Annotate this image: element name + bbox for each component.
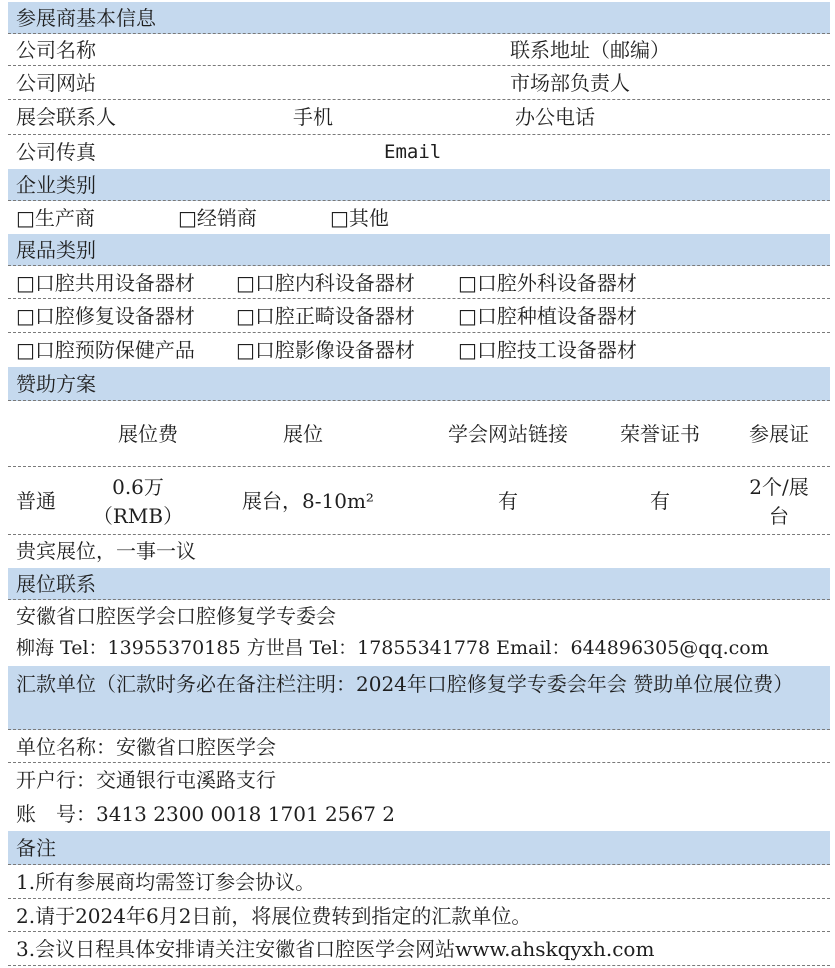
section-header-booth-contact [8, 568, 830, 600]
section-header-remarks [8, 831, 830, 865]
checkbox-distributor[interactable]: □经销商 [178, 206, 257, 230]
form-row-fax [8, 135, 830, 169]
section-header-basic-info [8, 2, 830, 34]
checkbox-product[interactable]: □口腔内科设备器材 [236, 271, 415, 295]
remark-item: 3.会议日程具体安排请关注安徽省口腔医学会网站www.ahskqyxh.com [16, 937, 655, 961]
checkbox-product[interactable]: □口腔外科设备器材 [458, 271, 637, 295]
mobile-label: 手机 [293, 105, 333, 129]
product-type-row [8, 299, 830, 333]
website-label: 公司网站 [16, 71, 96, 95]
sponsor-table-header [8, 401, 830, 467]
checkbox-product[interactable]: □口腔修复设备器材 [16, 304, 195, 328]
column-header-certificate: 荣誉证书 [620, 422, 700, 446]
website-link-value: 有 [498, 489, 518, 513]
booth-contact-block [8, 600, 830, 666]
section-title: 汇款单位（汇款时务必在备注栏注明：2024年口腔修复学专委会年会 赞助单位展位费） [16, 672, 794, 696]
checkbox-product[interactable]: □口腔影像设备器材 [236, 338, 415, 362]
marketing-head-label: 市场部负责人 [510, 71, 630, 95]
section-header-product-type [8, 234, 830, 266]
column-header-booth: 展位 [283, 422, 323, 446]
certificate-value: 有 [650, 489, 670, 513]
remark-row [8, 865, 830, 899]
fax-label: 公司传真 [16, 140, 96, 164]
column-header-fee: 展位费 [118, 422, 178, 446]
column-header-website-link: 学会网站链接 [448, 422, 568, 446]
company-name-label: 公司名称 [16, 38, 96, 62]
contact-org: 安徽省口腔医学会口腔修复学专委会 [16, 604, 336, 628]
company-type-row [8, 201, 830, 234]
remit-bank-block [8, 763, 830, 831]
section-title: 赞助方案 [16, 372, 96, 396]
address-label: 联系地址（邮编） [510, 38, 670, 62]
remit-row [8, 730, 830, 763]
fee-value: 0.6万 [112, 475, 164, 499]
form-row-company [8, 34, 830, 66]
account-number: 账 号：3413 2300 0018 1701 2567 2 [16, 802, 396, 826]
section-title: 企业类别 [16, 173, 96, 197]
badge-value: 2个/展 [749, 475, 809, 499]
column-header-badge: 参展证 [749, 422, 809, 446]
checkbox-product[interactable]: □口腔正畸设备器材 [236, 304, 415, 328]
remark-item: 1.所有参展商均需签订参会协议。 [16, 870, 316, 894]
badge-value-cont: 台 [769, 504, 789, 528]
section-header-company-type [8, 169, 830, 201]
section-title: 展品类别 [16, 238, 96, 262]
section-title: 备注 [16, 836, 56, 860]
fee-currency: （RMB） [92, 504, 184, 528]
office-phone-label: 办公电话 [515, 105, 595, 129]
checkbox-product[interactable]: □口腔技工设备器材 [458, 338, 637, 362]
section-header-sponsor [8, 367, 830, 401]
remark-item: 2.请于2024年6月2日前，将展位费转到指定的汇款单位。 [16, 904, 532, 928]
sponsor-level: 普通 [16, 489, 56, 513]
section-title: 展位联系 [16, 572, 96, 596]
vip-row [8, 535, 830, 568]
contact-details: 柳海 Tel：13955370185 方世昌 Tel：17855341778 Email：644896305@qq.com [16, 637, 769, 659]
form-row-website [8, 66, 830, 100]
product-type-row [8, 333, 830, 367]
email-label: Email [384, 141, 442, 163]
checkbox-product[interactable]: □口腔共用设备器材 [16, 271, 195, 295]
remark-row [8, 899, 830, 932]
checkbox-other[interactable]: □其他 [330, 206, 389, 230]
checkbox-product[interactable]: □口腔种植设备器材 [458, 304, 637, 328]
section-header-remit [8, 666, 830, 730]
checkbox-product[interactable]: □口腔预防保健产品 [16, 338, 195, 362]
product-type-row [8, 266, 830, 299]
contact-person-label: 展会联系人 [16, 105, 116, 129]
form-row-contact [8, 100, 830, 135]
section-title: 参展商基本信息 [16, 6, 156, 30]
booth-value: 展台，8-10m² [242, 489, 374, 513]
bank-name: 开户行：交通银行屯溪路支行 [16, 768, 276, 792]
vip-booth-note: 贵宾展位，一事一议 [16, 539, 196, 563]
unit-name: 单位名称：安徽省口腔医学会 [16, 735, 276, 759]
sponsor-table-row [8, 467, 830, 535]
checkbox-manufacturer[interactable]: □生产商 [16, 206, 95, 230]
remark-row [8, 932, 830, 966]
